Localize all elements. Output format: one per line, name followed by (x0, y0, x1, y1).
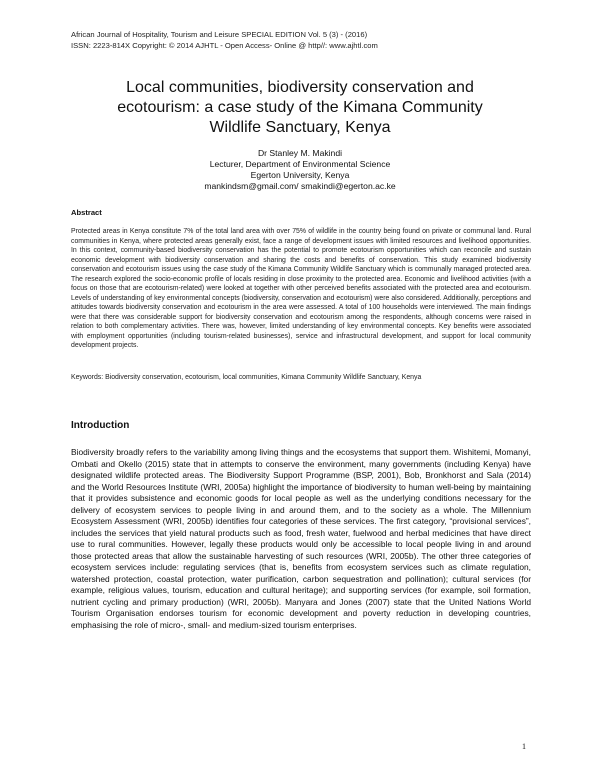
abstract-heading: Abstract (71, 208, 102, 217)
introduction-text: Biodiversity broadly refers to the variability among living things and the ecosystems that support them. Wishitemi, Momanyi, Ombati and Okello (2015) state that in attempts to conserve the environment, many governments (including Kenya) have designated wildlife protected areas. The Biodiversity Support Programme (BSP, 2001), Bob, Bronkhorst and Sala (2014) and the World Resources Institute (WRI, 2005a) highlight the importance of biodiversity to human well-being by maintaining that it provides subsistence and economic goods for local people as well as the underlying conditions necessary for the delivery of ecosystem services to people living in and around them, and to the society as a whole. The Millennium Ecosystem Assessment (WRI, 2005b) identifies four categories of these services. The first category, “provisional services”, includes the services that yield natural products such as food, fresh water, fuelwood and herbal medicines that have direct use to rural communities. However, legally these products would only be accessible to local people living in and around those protected areas that allow the sustainable harvesting of such resources (WRI, 2005b). The other three categories of ecosystem services include: regulating services (that is, benefits from ecosystem services such as climate regulation, watershed protection, coastal protection, water purification, carbon sequestration and pollination); cultural services (for example, religious values, tourism, education and cultural heritage); and supporting services (for example, soil formation, nutrient cycling and primary production) (WRI, 2005b). Manyara and Jones (2007) state that the United Nations World Tourism Organisation endorses tourism for economic development and poverty reduction in developing countries, emphasising the role of micro-, small- and medium-sized tourism enterprises. (71, 447, 531, 630)
title-line: Local communities, biodiversity conservation and (126, 79, 474, 96)
abstract-text: Protected areas in Kenya constitute 7% of the total land area with over 75% of wildlife in the country being found on private or communal land. Rural communities in Kenya, where protected areas generally exist, face a range of development issues with limited resources and livelihood opportunities. In this context, community-based biodiversity conservation has the potential to promote ecotourism opportunities which can reconcile and sustain economic development with biodiversity conservation and sharing the costs and benefits of conservation. This study examined biodiversity conservation and ecotourism issues using the case study of the Kimana Community Wildlife Sanctuary which is communally managed protected area. The research explored the socio-economic profile of locals residing in close proximity to the protected area. Economic and livelihood activities (with a focus on those that are ecotourism-related) were looked at together with other perceived benefits associated with the protected area and ecotourism. Levels of understanding of key environmental concepts (biodiversity, conservation and ecotourism) were also considered. Additionally, perceptions and attitudes towards biodiversity conservation and ecotourism in the area were assessed. A total of 100 households were interviewed. The main findings were that there was considerable support for biodiversity conservation and ecotourism among the respondents, although concerns were raised in relation to both complementary activities. There was, however, limited understanding of key environmental concepts. Key benefits were associated with employment opportunities (including tourism-related businesses), service and infrastructural development, and support for local community development projects. (71, 228, 531, 349)
introduction-heading: Introduction (71, 420, 130, 431)
author-name: Dr Stanley M. Makindi (257, 148, 343, 158)
title-line: Wildlife Sanctuary, Kenya (209, 119, 391, 136)
author-block (60, 148, 540, 192)
page-number: 1 (522, 742, 526, 751)
journal-header: African Journal of Hospitality, Tourism and Leisure SPECIAL EDITION Vol. 5 (3) - (2016) (71, 30, 368, 39)
paper-title (60, 78, 540, 138)
author-position: Lecturer, Department of Environmental Science (209, 159, 391, 169)
author-email: mankindsm@gmail.com/ smakindi@egerton.ac.ke (204, 181, 396, 191)
issn-line: ISSN: 2223-814X Copyright: © 2014 AJHTL - Open Access- Online @ http//: www.ajhtl.com (71, 41, 378, 50)
title-line: ecotourism: a case study of the Kimana Community (117, 99, 483, 116)
author-affiliation: Egerton University, Kenya (250, 170, 350, 180)
keywords: Keywords: Biodiversity conservation, ecotourism, local communities, Kimana Community Wildlife Sanctuary, Kenya (71, 374, 422, 381)
